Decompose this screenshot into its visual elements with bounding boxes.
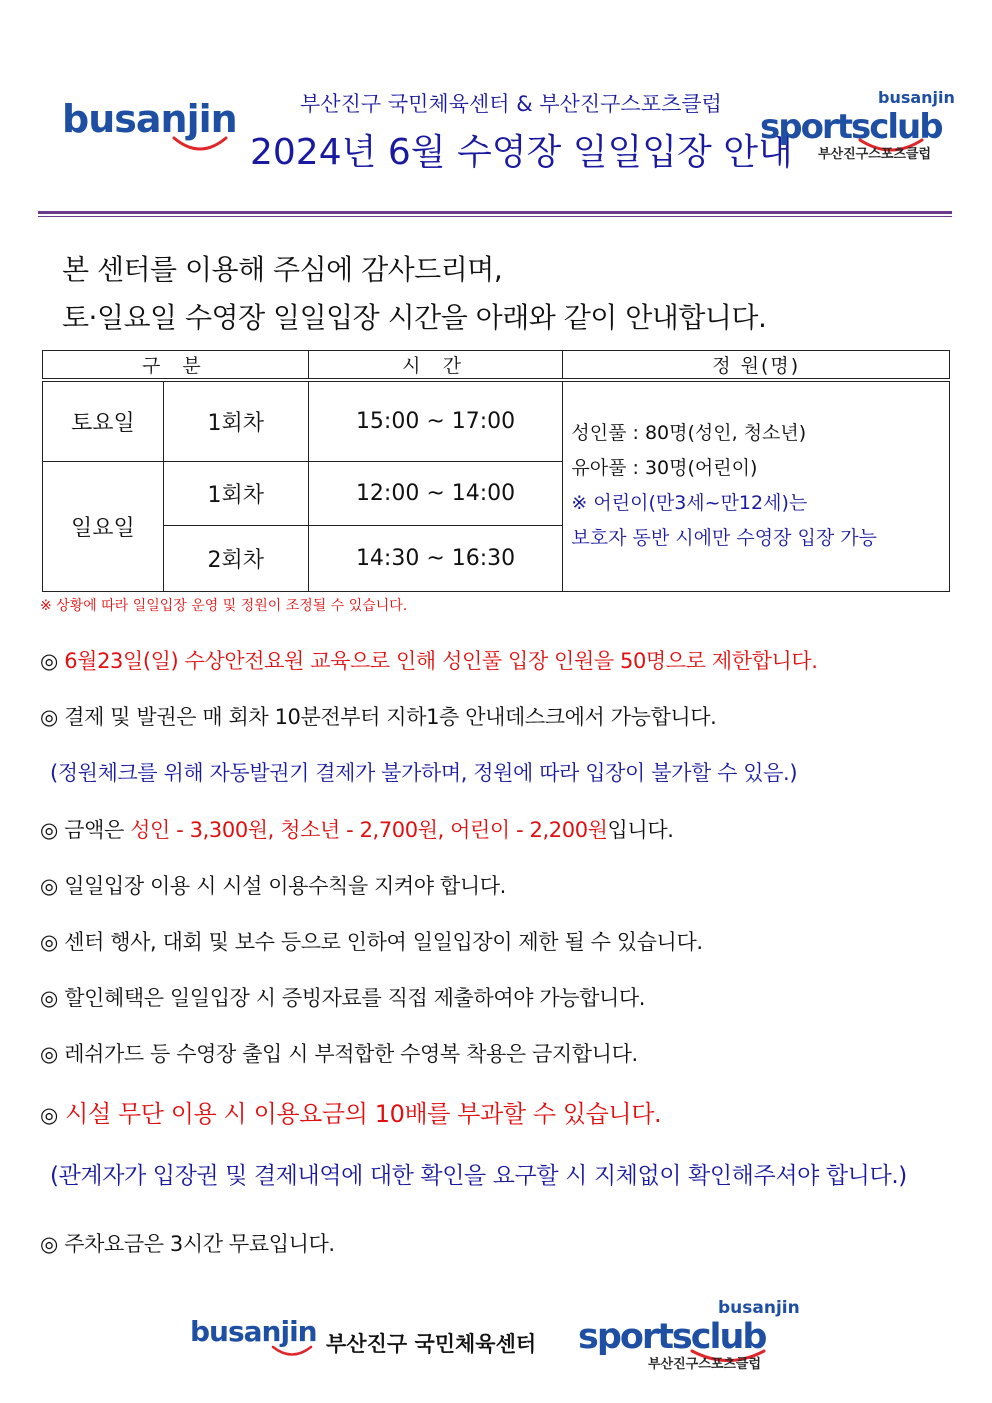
intro-line-1: 본 센터를 이용해 주심에 감사드리며, <box>62 253 503 286</box>
notice-item-6: ◎ 할인혜택은 일일입장 시 증빙자료를 직접 제출하여야 가능합니다. <box>40 986 646 1010</box>
footer-center-name: 부산진구 국민체육센터 <box>326 1332 537 1356</box>
capacity-note-age: ※ 어린이(만3세~만12세)는 <box>571 492 808 515</box>
bullet-icon: ◎ <box>40 930 58 954</box>
notice-item-5: ◎ 센터 행사, 대회 및 보수 등으로 인하여 일일입장이 제한 될 수 있습니다. <box>40 930 703 954</box>
bullet-icon: ◎ <box>40 649 58 673</box>
table-header-category: 구 분 <box>43 351 309 381</box>
table-row <box>43 380 950 461</box>
schedule-table <box>42 350 950 592</box>
logo-main-wordmark: sportsclub <box>578 1317 766 1357</box>
bullet-icon: ◎ <box>40 1232 58 1256</box>
time-cell: 12:00 ~ 14:00 <box>308 461 563 525</box>
time-cell: 15:00 ~ 17:00 <box>308 380 563 461</box>
bullet-icon: ◎ <box>40 818 58 842</box>
smile-icon <box>270 1344 314 1360</box>
table-header-row <box>43 351 950 381</box>
intro-line-2: 토·일요일 수영장 일일입장 시간을 아래와 같이 안내합니다. <box>62 301 767 334</box>
price-list: 성인 - 3,300원, 청소년 - 2,700원, 어린이 - 2,200원 <box>130 818 608 842</box>
header-logo-sportsclub <box>760 88 955 168</box>
logo-wordmark: busanjin <box>190 1315 317 1348</box>
table-header-time: 시 간 <box>308 351 563 381</box>
smile-icon <box>170 134 230 156</box>
page-title: 2024년 6월 수영장 일일입장 안내 <box>250 132 793 173</box>
bullet-icon: ◎ <box>40 874 58 898</box>
day-cell: 일요일 <box>43 461 164 591</box>
session-cell: 1회차 <box>163 461 308 525</box>
logo-wordmark: busanjin <box>62 97 237 141</box>
header-divider <box>38 211 952 214</box>
logo-main-wordmark: sportsclub <box>760 107 942 147</box>
capacity-kids-pool: 유아풀 : 30명(어린이) <box>571 457 758 480</box>
capacity-adult-pool: 성인풀 : 80명(성인, 청소년) <box>571 422 807 445</box>
notice-item-9: ◎ 주차요금은 3시간 무료입니다. <box>40 1232 335 1256</box>
time-cell: 14:30 ~ 16:30 <box>308 525 563 591</box>
header-logo-busanjin <box>62 97 237 160</box>
footer-logo-busanjin <box>190 1315 320 1368</box>
notice-item-8-note: (관계자가 입장권 및 결제내역에 대한 확인을 요구할 시 지체없이 확인해주셔야 합니다.) <box>50 1163 907 1189</box>
table-header-capacity: 정 원(명) <box>563 351 950 381</box>
footer-logo-sportsclub <box>578 1298 808 1378</box>
notice-item-3: ◎ 금액은 성인 - 3,300원, 청소년 - 2,700원, 어린이 - 2,200원입니다. <box>40 818 674 842</box>
logo-korean-name: 부산진구스포츠클럽 <box>648 1357 762 1372</box>
table-footnote: ※ 상황에 따라 일일입장 운영 및 정원이 조정될 수 있습니다. <box>40 598 408 614</box>
header-divider-thin <box>38 216 952 217</box>
notice-item-2: ◎ 결제 및 발권은 매 회차 10분전부터 지하1층 안내데스크에서 가능합니다. <box>40 705 717 729</box>
bullet-icon: ◎ <box>40 1042 58 1066</box>
session-cell: 1회차 <box>163 380 308 461</box>
header-subtitle: 부산진구 국민체육센터 & 부산진구스포츠클럽 <box>300 92 722 116</box>
bullet-icon: ◎ <box>40 705 58 729</box>
logo-korean-name: 부산진구스포츠클럽 <box>818 147 932 162</box>
notice-item-4: ◎ 일일입장 이용 시 시설 이용수칙을 지켜야 합니다. <box>40 874 506 898</box>
notice-item-1: ◎ 6월23일(일) 수상안전요원 교육으로 인해 성인풀 입장 인원을 50명으로 제한합니다. <box>40 649 818 673</box>
notice-item-2-note: (정원체크를 위해 자동발권기 결제가 불가하며, 정원에 따라 입장이 불가할 수 있음.) <box>50 761 798 785</box>
capacity-note-guardian: 보호자 동반 시에만 수영장 입장 가능 <box>571 527 877 550</box>
day-cell: 토요일 <box>43 380 164 461</box>
logo-small-wordmark: busanjin <box>718 1298 800 1318</box>
bullet-icon: ◎ <box>40 1103 58 1127</box>
logo-small-wordmark: busanjin <box>878 88 955 107</box>
notice-item-7: ◎ 레쉬가드 등 수영장 출입 시 부적합한 수영복 착용은 금지합니다. <box>40 1042 638 1066</box>
bullet-icon: ◎ <box>40 986 58 1010</box>
notice-item-8: ◎ 시설 무단 이용 시 이용요금의 10배를 부과할 수 있습니다. <box>40 1100 662 1128</box>
session-cell: 2회차 <box>163 525 308 591</box>
capacity-cell <box>563 380 950 591</box>
